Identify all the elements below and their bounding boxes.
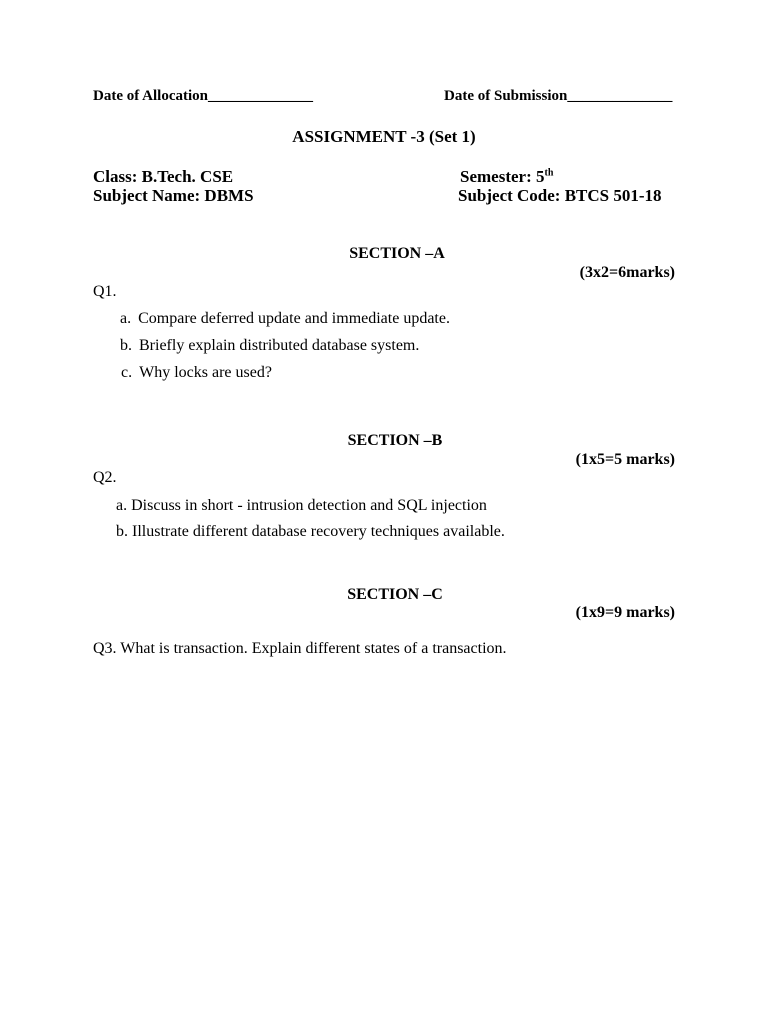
section-b-marks: (1x5=5 marks) — [575, 451, 675, 468]
allocation-label: Date of Allocation — [93, 88, 208, 104]
allocation-blank: ______________ — [207, 88, 313, 104]
section-b-heading: SECTION –B — [347, 432, 443, 449]
q1-item-c — [121, 364, 272, 382]
semester-superscript: th — [544, 167, 554, 179]
section-a-marks: (3x2=6marks) — [579, 264, 675, 281]
subject-code: Subject Code: BTCS 501-18 — [458, 186, 662, 205]
section-c-heading: SECTION –C — [347, 586, 443, 603]
semester-text: Semester: 5 — [460, 167, 545, 186]
list-item-text: Briefly explain distributed database system. — [139, 337, 420, 354]
question-3: Q3. What is transaction. Explain different states of a transaction. — [93, 640, 507, 657]
question-2-label: Q2. — [93, 469, 117, 486]
q1-item-a — [120, 310, 450, 328]
date-of-allocation — [93, 88, 313, 105]
assignment-title: ASSIGNMENT -3 (Set 1) — [292, 127, 476, 146]
list-marker: b. — [116, 523, 128, 540]
subject-name: Subject Name: DBMS — [93, 186, 254, 205]
q2-item-b — [116, 523, 505, 541]
list-marker: b. — [120, 337, 132, 354]
submission-label: Date of Submission — [444, 88, 568, 104]
list-marker: a. — [120, 310, 132, 327]
question-1-label: Q1. — [93, 283, 117, 300]
list-item-text: Compare deferred update and immediate update. — [138, 310, 450, 327]
list-item-text: Discuss in short - intrusion detection and SQL injection — [131, 497, 487, 514]
q1-item-b — [120, 337, 419, 355]
class-label: Class: B.Tech. CSE — [93, 167, 234, 186]
list-marker: c. — [121, 364, 133, 381]
submission-blank: ______________ — [567, 88, 673, 104]
list-item-text: Why locks are used? — [139, 364, 272, 381]
date-of-submission — [444, 88, 672, 105]
section-c-marks: (1x9=9 marks) — [575, 604, 675, 621]
q2-item-a — [116, 497, 487, 515]
list-marker: a. — [116, 497, 128, 514]
semester-label — [460, 167, 553, 187]
list-item-text: Illustrate different database recovery techniques available. — [132, 523, 505, 540]
section-a-heading: SECTION –A — [349, 245, 445, 262]
